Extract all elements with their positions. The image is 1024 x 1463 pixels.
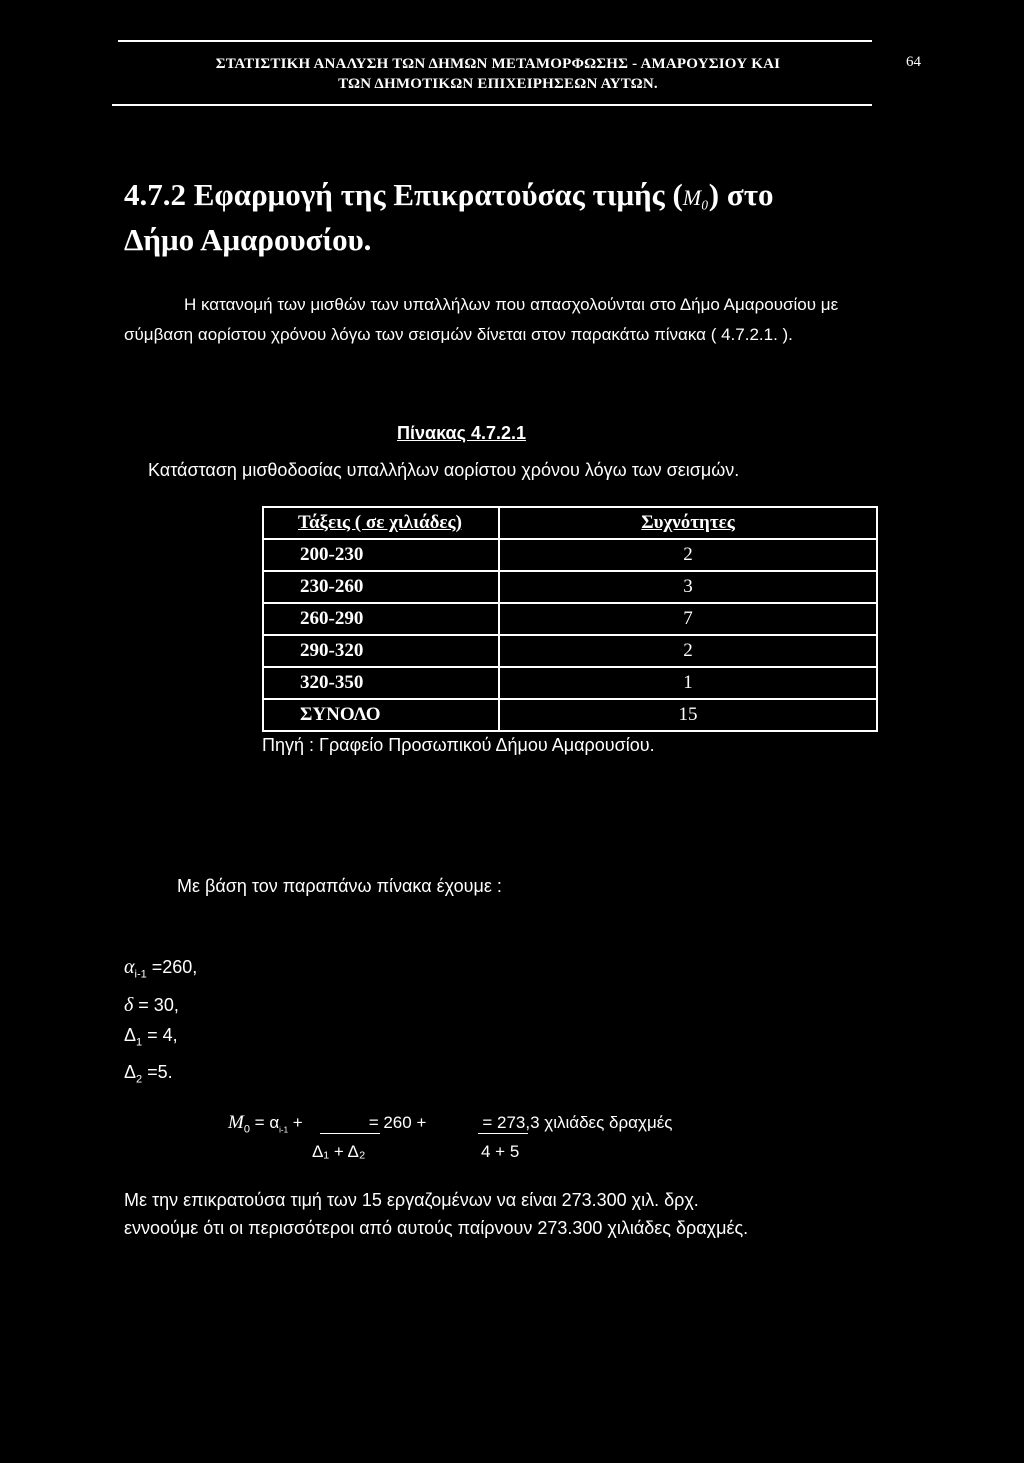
frequency-cell: 2 <box>499 539 877 571</box>
fraction-line-1 <box>320 1133 380 1134</box>
class-cell: 260-290 <box>263 603 499 635</box>
table-row <box>263 667 877 699</box>
column-header-frequencies: Συχνότητες <box>499 507 877 539</box>
table-caption: Πίνακας 4.7.2.1 <box>397 423 526 443</box>
delta-line: δ = 30, <box>124 993 179 1016</box>
formula-lhs: M <box>228 1112 244 1133</box>
conclusion-line2: εννοούμε ότι οι περισσότεροι από αυτούς παίρνουν 273.300 χιλιάδες δραχμές. <box>124 1218 749 1238</box>
variables-list <box>124 952 197 1095</box>
frequency-cell: 7 <box>499 603 877 635</box>
alpha-line: $\alpha_{i-1} =260$, <box>124 956 198 981</box>
section-heading <box>124 174 884 261</box>
class-cell: 200-230 <box>263 539 499 571</box>
section-heading-part1: 4.7.2 Εφαρμογή της Επικρατούσας τιμής ( <box>124 177 683 212</box>
frequency-cell: 2 <box>499 635 877 667</box>
conclusion-paragraph <box>124 1186 904 1242</box>
section-heading-line2: Δήμο Αμαρουσίου. <box>124 222 372 257</box>
class-cell: 320-350 <box>263 667 499 699</box>
total-label-cell: ΣΥΝΟΛΟ <box>263 699 499 731</box>
table-row <box>263 539 877 571</box>
class-cell: 290-320 <box>263 635 499 667</box>
delta1-line: $\Delta_1 = 4$, <box>124 1024 178 1049</box>
total-frequency-cell: 15 <box>499 699 877 731</box>
fraction-line-2 <box>478 1133 528 1134</box>
fraction-denominator-2: 4 + 5 <box>481 1142 520 1161</box>
frequency-cell: 3 <box>499 571 877 603</box>
header-title-line1: ΣΤΑΤΙΣΤΙΚΗ ΑΝΑΛΥΣΗ ΤΩΝ ΔΗΜΩΝ ΜΕΤΑΜΟΡΦΩΣΗΣ - ΑΜΑΡΟΥΣΙΟΥ ΚΑΙ <box>215 56 781 72</box>
table-source: Πηγή : Γραφείο Προσωπικού Δήμου Αμαρουσίου. <box>262 735 655 755</box>
column-header-classes: Τάξεις ( σε χιλιάδες) <box>263 507 499 539</box>
intro-text: Η κατανομή των μισθών των υπαλλήλων που απασχολούνται στο Δήμο Αμαρουσίου με σύμβαση αορίστου χρόνου λόγω των σεισμών δίνεται στον παρακάτω πίνακα ( 4.7.2.1. ). <box>124 295 839 344</box>
table-header-row <box>263 507 877 539</box>
page-header-title <box>118 54 878 94</box>
derivation-intro: Με βάση τον παραπάνω πίνακα έχουμε : <box>177 876 502 896</box>
frequency-cell: 1 <box>499 667 877 699</box>
mode-formula: $M_0 = \alpha_{i-1}$ + = 260 + = 273,3 χιλιάδες δραχμές <box>228 1112 673 1136</box>
header-title-line2: ΤΩΝ ΔΗΜΟΤΙΚΩΝ ΕΠΙΧΕΙΡΗΣΕΩΝ ΑΥΤΩΝ. <box>338 76 658 92</box>
table-row <box>263 603 877 635</box>
section-heading-part2: ) στο <box>708 177 774 212</box>
delta2-line: $\Delta_2 =5$. <box>124 1062 173 1086</box>
intro-paragraph <box>124 290 884 350</box>
table-row <box>263 635 877 667</box>
page-number: 64 <box>906 54 921 70</box>
fraction-denominator-1: Δ₁ + Δ₂ <box>312 1142 366 1161</box>
table-subtitle: Κατάσταση μισθοδοσίας υπαλλήλων αορίστου χρόνου λόγω των σεισμών. <box>148 460 740 480</box>
table-row <box>263 571 877 603</box>
frequency-table <box>262 506 878 732</box>
header-bottom-rule <box>112 104 872 106</box>
conclusion-line1: Με την επικρατούσα τιμή των 15 εργαζομένων να είναι 273.300 χιλ. δρχ. <box>124 1190 699 1210</box>
table-total-row <box>263 699 877 731</box>
class-cell: 230-260 <box>263 571 499 603</box>
header-top-rule <box>118 40 872 42</box>
mode-symbol: M₀ <box>682 185 709 210</box>
